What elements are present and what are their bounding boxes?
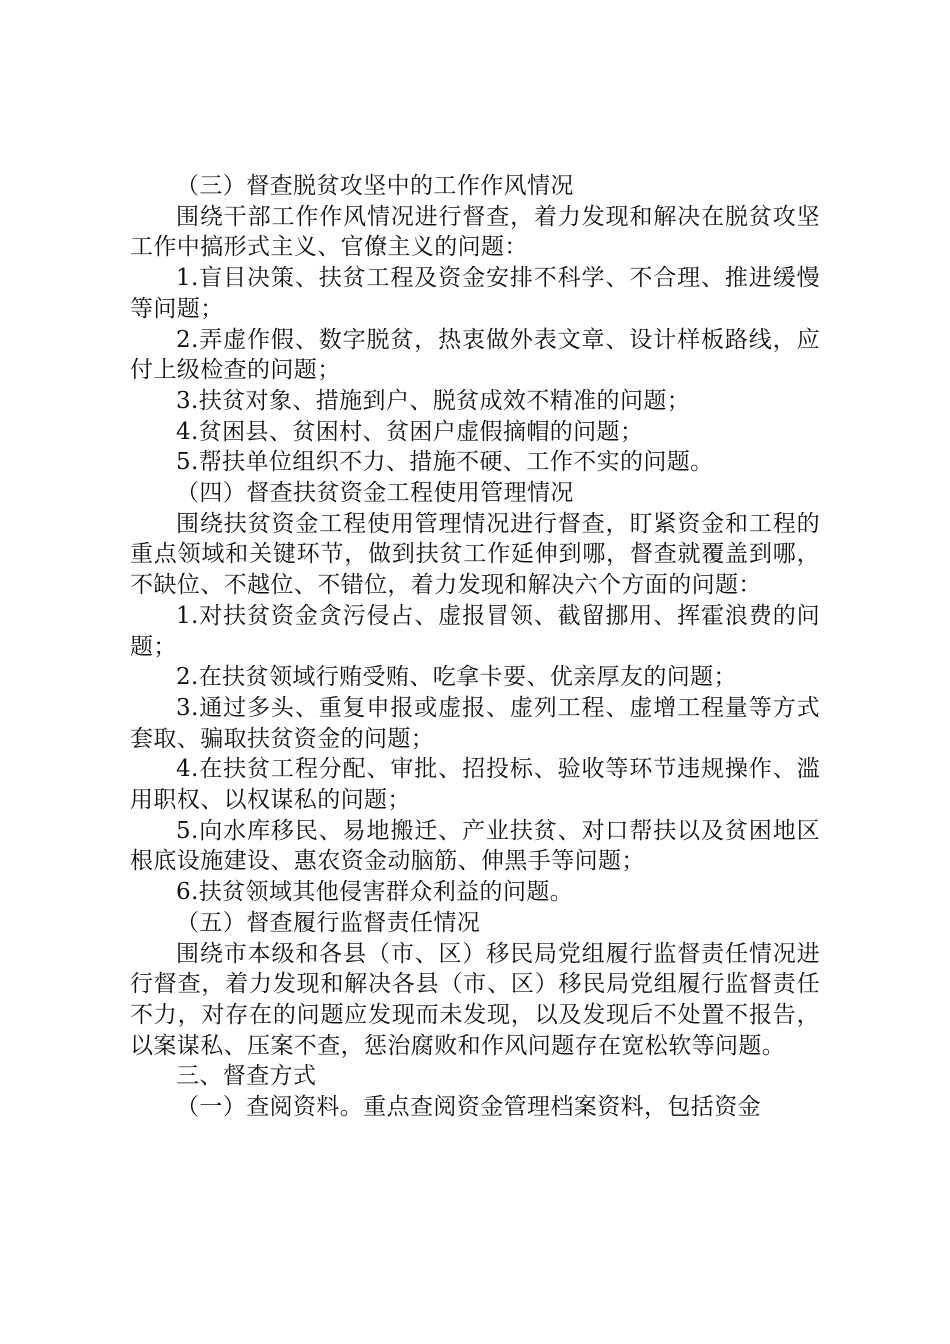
list-item: 5.帮扶单位组织不力、措施不硬、工作不实的问题。 xyxy=(176,449,714,476)
list-item: 2.弄虚作假、数字脱贫，热衷做外表文章、设计样板路线，应付上级检查的问题； xyxy=(130,326,820,384)
section-heading-4: （四）督查扶贫资金工程使用管理情况 xyxy=(176,480,574,507)
document-body xyxy=(130,171,820,1123)
paragraph: 围绕干部工作作风情况进行督查，着力发现和解决在脱贫攻坚工作中搞形式主义、官僚主义的问题： xyxy=(130,203,820,261)
list-item: 2.在扶贫领域行贿受贿、吃拿卡要、优亲厚友的问题； xyxy=(176,664,737,691)
list-item: 4.在扶贫工程分配、审批、招投标、验收等环节违规操作、滥用职权、以权谋私的问题； xyxy=(130,756,820,814)
paragraph: 围绕市本级和各县（市、区）移民局党组履行监督责任情况进行督查，着力发现和解决各县（市、区）移民局党组履行监督责任不力，对存在的问题应发现而未发现，以及发现后不处置不报告，以案谋私、压案不查，惩治腐败和作风问题存在宽松软等问题。 xyxy=(130,940,820,1059)
list-item: 3.通过多头、重复申报或虚报、虚列工程、虚增工程量等方式套取、骗取扶贫资金的问题； xyxy=(130,694,820,752)
section-heading-5: （五）督查履行监督责任情况 xyxy=(176,909,481,936)
list-item: 4.贫困县、贫困村、贫困户虚假摘帽的问题； xyxy=(176,418,644,445)
section-heading-3: （三）督查脱贫攻坚中的工作作风情况 xyxy=(176,173,574,199)
chapter-heading-3: 三、督查方式 xyxy=(176,1063,317,1090)
list-item: 3.扶贫对象、措施到户、脱贫成效不精准的问题； xyxy=(176,387,691,414)
list-item: 5.向水库移民、易地搬迁、产业扶贫、对口帮扶以及贫困地区根底设施建设、惠农资金动脑筋、伸黑手等问题； xyxy=(130,817,820,875)
paragraph: （一）查阅资料。重点查阅资金管理档案资料，包括资金 xyxy=(176,1094,761,1121)
list-item: 1.对扶贫资金贪污侵占、虚报冒领、截留挪用、挥霍浪费的问题； xyxy=(130,602,820,660)
paragraph: 围绕扶贫资金工程使用管理情况进行督查，盯紧资金和工程的重点领域和关键环节，做到扶贫工作延伸到哪，督查就覆盖到哪，不缺位、不越位、不错位，着力发现和解决六个方面的问题： xyxy=(130,510,820,599)
list-item: 1.盲目决策、扶贫工程及资金安排不科学、不合理、推进缓慢等问题； xyxy=(130,265,820,322)
list-item: 6.扶贫领域其他侵害群众利益的问题。 xyxy=(176,879,574,906)
